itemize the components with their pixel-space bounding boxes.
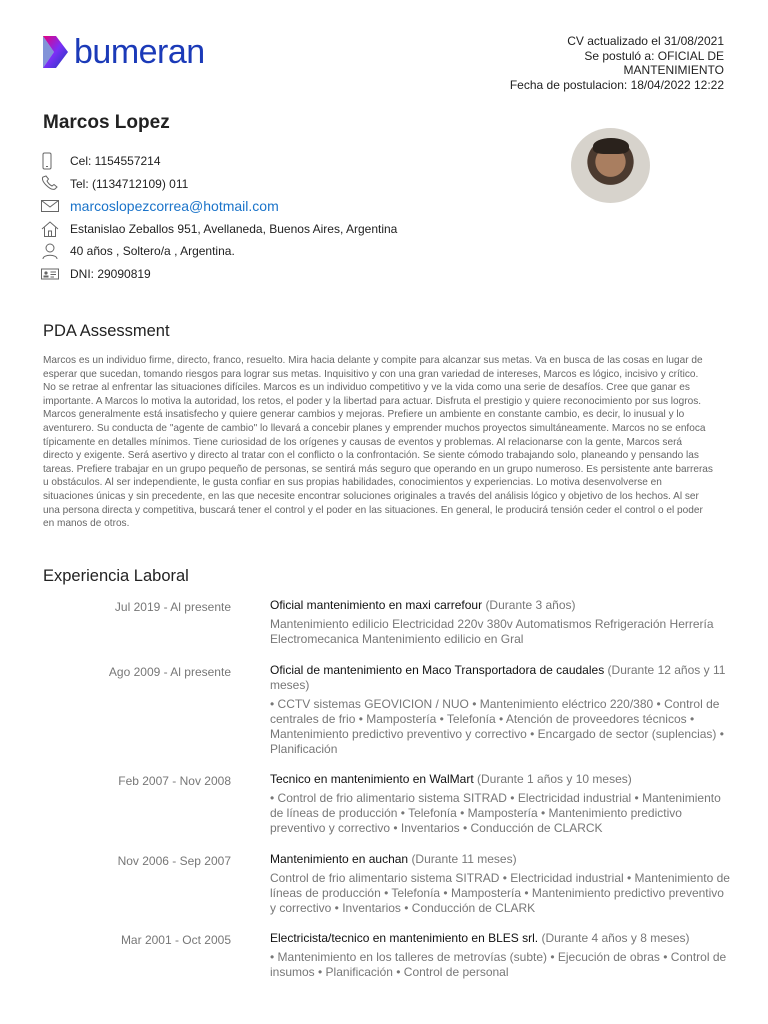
- mobile-number: Cel: 1154557214: [70, 154, 161, 169]
- pda-assessment-text: Marcos es un individuo firme, directo, franco, resuelto. Mira hacia delante y compite para alcanzar sus metas. Va en busca de las cosas en lugar de esperar que sucedan, tomando riesgos para lograr sus metas. Inquisitivo y con una gran variedad de intereses, Marcos es lógico, incisivo y crítico. No se retrae al enfrentar las situaciones difíciles. Marcos es un individuo competitivo y ve la vida como una serie de desafíos. Cree que ganar es importante. A Marcos lo motiva la autoridad, los retos, el poder y la libertad para actuar. Disfruta el prestigio y quiere reconocimiento por sus logros. Marcos generalmente está insatisfecho y quiere generar cambios y mejoras. Prefiere un ambiente en constante cambio, es decir, lo inusual y lo aventurero. Su conducta de "agente de cambio" lo llevará a concebir planes y emprender muchos proyectos simultáneamente. Marcos no se enfoca típicamente en detalles mínimos. Tiene curiosidad de los orígenes y causas de eventos y problemas. Al relacionarse con la gente, Marcos será directo y exigente. Será asertivo y directo al tratar con el conflicto o la confrontación. Se siente cómodo trabajando solo, planeando y pensando las tareas. Prefiere trabajar en un grupo pequeño de personas, se sentirá más seguro que operando en un grupo numeroso. Es persistente ante barreras u obstáculos. Al ser independiente, le gusta confiar en sus propias habilidades, conocimientos y experiencias. Lo motiva desenvolverse en situaciones únicas y sin precedente, en las que necesite encontrar soluciones originales a través del análisis lógico y objetivo de los hechos. Al ser una persona directa y competitiva, buscará tener el control y el poder en las situaciones. En general, le producirá tensión ceder el control o el poder en manos de otros.: [43, 355, 713, 530]
- job-role: Mantenimiento en auchan: [270, 852, 409, 866]
- application-date: Fecha de postulacion: 18/04/2022 12:22: [509, 77, 724, 92]
- job-entry: [40, 598, 730, 663]
- job-entry: [40, 772, 730, 852]
- phone-number: Tel: (1134712109) 011: [70, 176, 189, 191]
- job-description: • Control de frio alimentario sistema SITRAD • Electricidad industrial • Mantenimiento de líneas de producción • Telefonía • Mampostería • Mantenimiento predictivo preventivo y correctivo • Inventarios • Conducción de CLARCK: [270, 791, 721, 835]
- candidate-photo: [571, 128, 650, 203]
- job-dates: Jul 2019 - Al presente: [114, 600, 231, 614]
- phone-icon: [40, 175, 62, 193]
- address: Estanislao Zeballos 951, Avellaneda, Buenos Aires, Argentina: [70, 221, 398, 236]
- job-title: [270, 931, 730, 946]
- applied-position-line2: MANTENIMIENTO: [623, 63, 724, 77]
- job-dates: Feb 2007 - Nov 2008: [118, 774, 231, 788]
- brand-logo: [40, 32, 205, 72]
- job-description: Mantenimiento edilicio Electricidad 220v 380v Automatismos Refrigeración Herrería Electromecanica Mantenimiento edilicio en Gral: [270, 617, 714, 646]
- experience-list: [40, 598, 730, 991]
- job-duration: (Durante 1 años y 10 meses): [477, 772, 632, 786]
- mobile-phone-icon: [40, 152, 62, 170]
- job-role: Oficial de mantenimiento en Maco Transportadora de caudales: [270, 663, 605, 677]
- cv-updated-date: CV actualizado el 31/08/2021: [567, 34, 724, 48]
- pda-section-title: PDA Assessment: [43, 322, 170, 340]
- candidate-name: Marcos Lopez: [43, 112, 170, 133]
- applied-position-line1: Se postuló a: OFICIAL DE: [584, 48, 724, 63]
- email-link[interactable]: marcoslopezcorrea@hotmail.com: [70, 198, 279, 215]
- contact-mobile: [40, 150, 397, 173]
- job-role: Tecnico en mantenimiento en WalMart: [270, 772, 474, 786]
- contact-address: [40, 218, 397, 241]
- job-title: [270, 598, 730, 613]
- contact-email[interactable]: [40, 195, 397, 218]
- job-description: • CCTV sistemas GEOVICION / NUO • Mantenimiento eléctrico 220/380 • Control de centrales de frio • Mampostería • Telefonía • Atención de proveedores técnicos • Mantenimiento predictivo preventivo y correctivo • Encargado de sector (suplencias) • Planificación: [270, 697, 724, 756]
- contact-personal-info: [40, 240, 397, 263]
- job-duration: (Durante 4 años y 8 meses): [541, 931, 690, 945]
- experience-section-title: Experiencia Laboral: [43, 567, 189, 585]
- job-duration: (Durante 12 años y 11 meses): [270, 663, 726, 692]
- dni-number: DNI: 29090819: [70, 266, 151, 281]
- mail-icon: [40, 197, 62, 215]
- person-icon: [40, 242, 62, 260]
- id-card-icon: [40, 265, 62, 283]
- home-icon: [40, 220, 62, 238]
- job-dates: Ago 2009 - Al presente: [108, 665, 231, 679]
- job-duration: (Durante 11 meses): [411, 852, 517, 866]
- job-entry: [40, 663, 730, 772]
- job-title: [270, 852, 730, 867]
- contact-list: [40, 150, 397, 285]
- personal-info: 40 años , Soltero/a , Argentina.: [70, 244, 235, 259]
- bumeran-mark-icon: [40, 32, 70, 72]
- contact-dni: [40, 263, 397, 286]
- job-duration: (Durante 3 años): [485, 598, 576, 612]
- contact-phone: [40, 173, 397, 196]
- job-entry: [40, 852, 730, 931]
- job-entry: [40, 931, 730, 991]
- job-dates: Nov 2006 - Sep 2007: [117, 854, 231, 868]
- brand-name: bumeran: [74, 33, 205, 71]
- job-description: Control de frio alimentario sistema SITRAD • Electricidad industrial • Mantenimiento de líneas de producción • Telefonía • Mampostería • Mantenimiento predictivo preventivo y correctivo • Inventarios • Conducción de CLARK: [270, 871, 730, 915]
- job-title: [270, 772, 730, 787]
- job-role: Electricista/tecnico en mantenimiento en BLES srl.: [270, 931, 539, 945]
- job-title: [270, 663, 730, 693]
- job-description: • Mantenimiento en los talleres de metrovías (subte) • Ejecución de obras • Control de insumos • Planificación • Control de personal: [270, 950, 727, 979]
- job-role: Oficial mantenimiento en maxi carrefour: [270, 598, 483, 612]
- job-dates: Mar 2001 - Oct 2005: [120, 933, 231, 947]
- cv-meta: [424, 34, 724, 92]
